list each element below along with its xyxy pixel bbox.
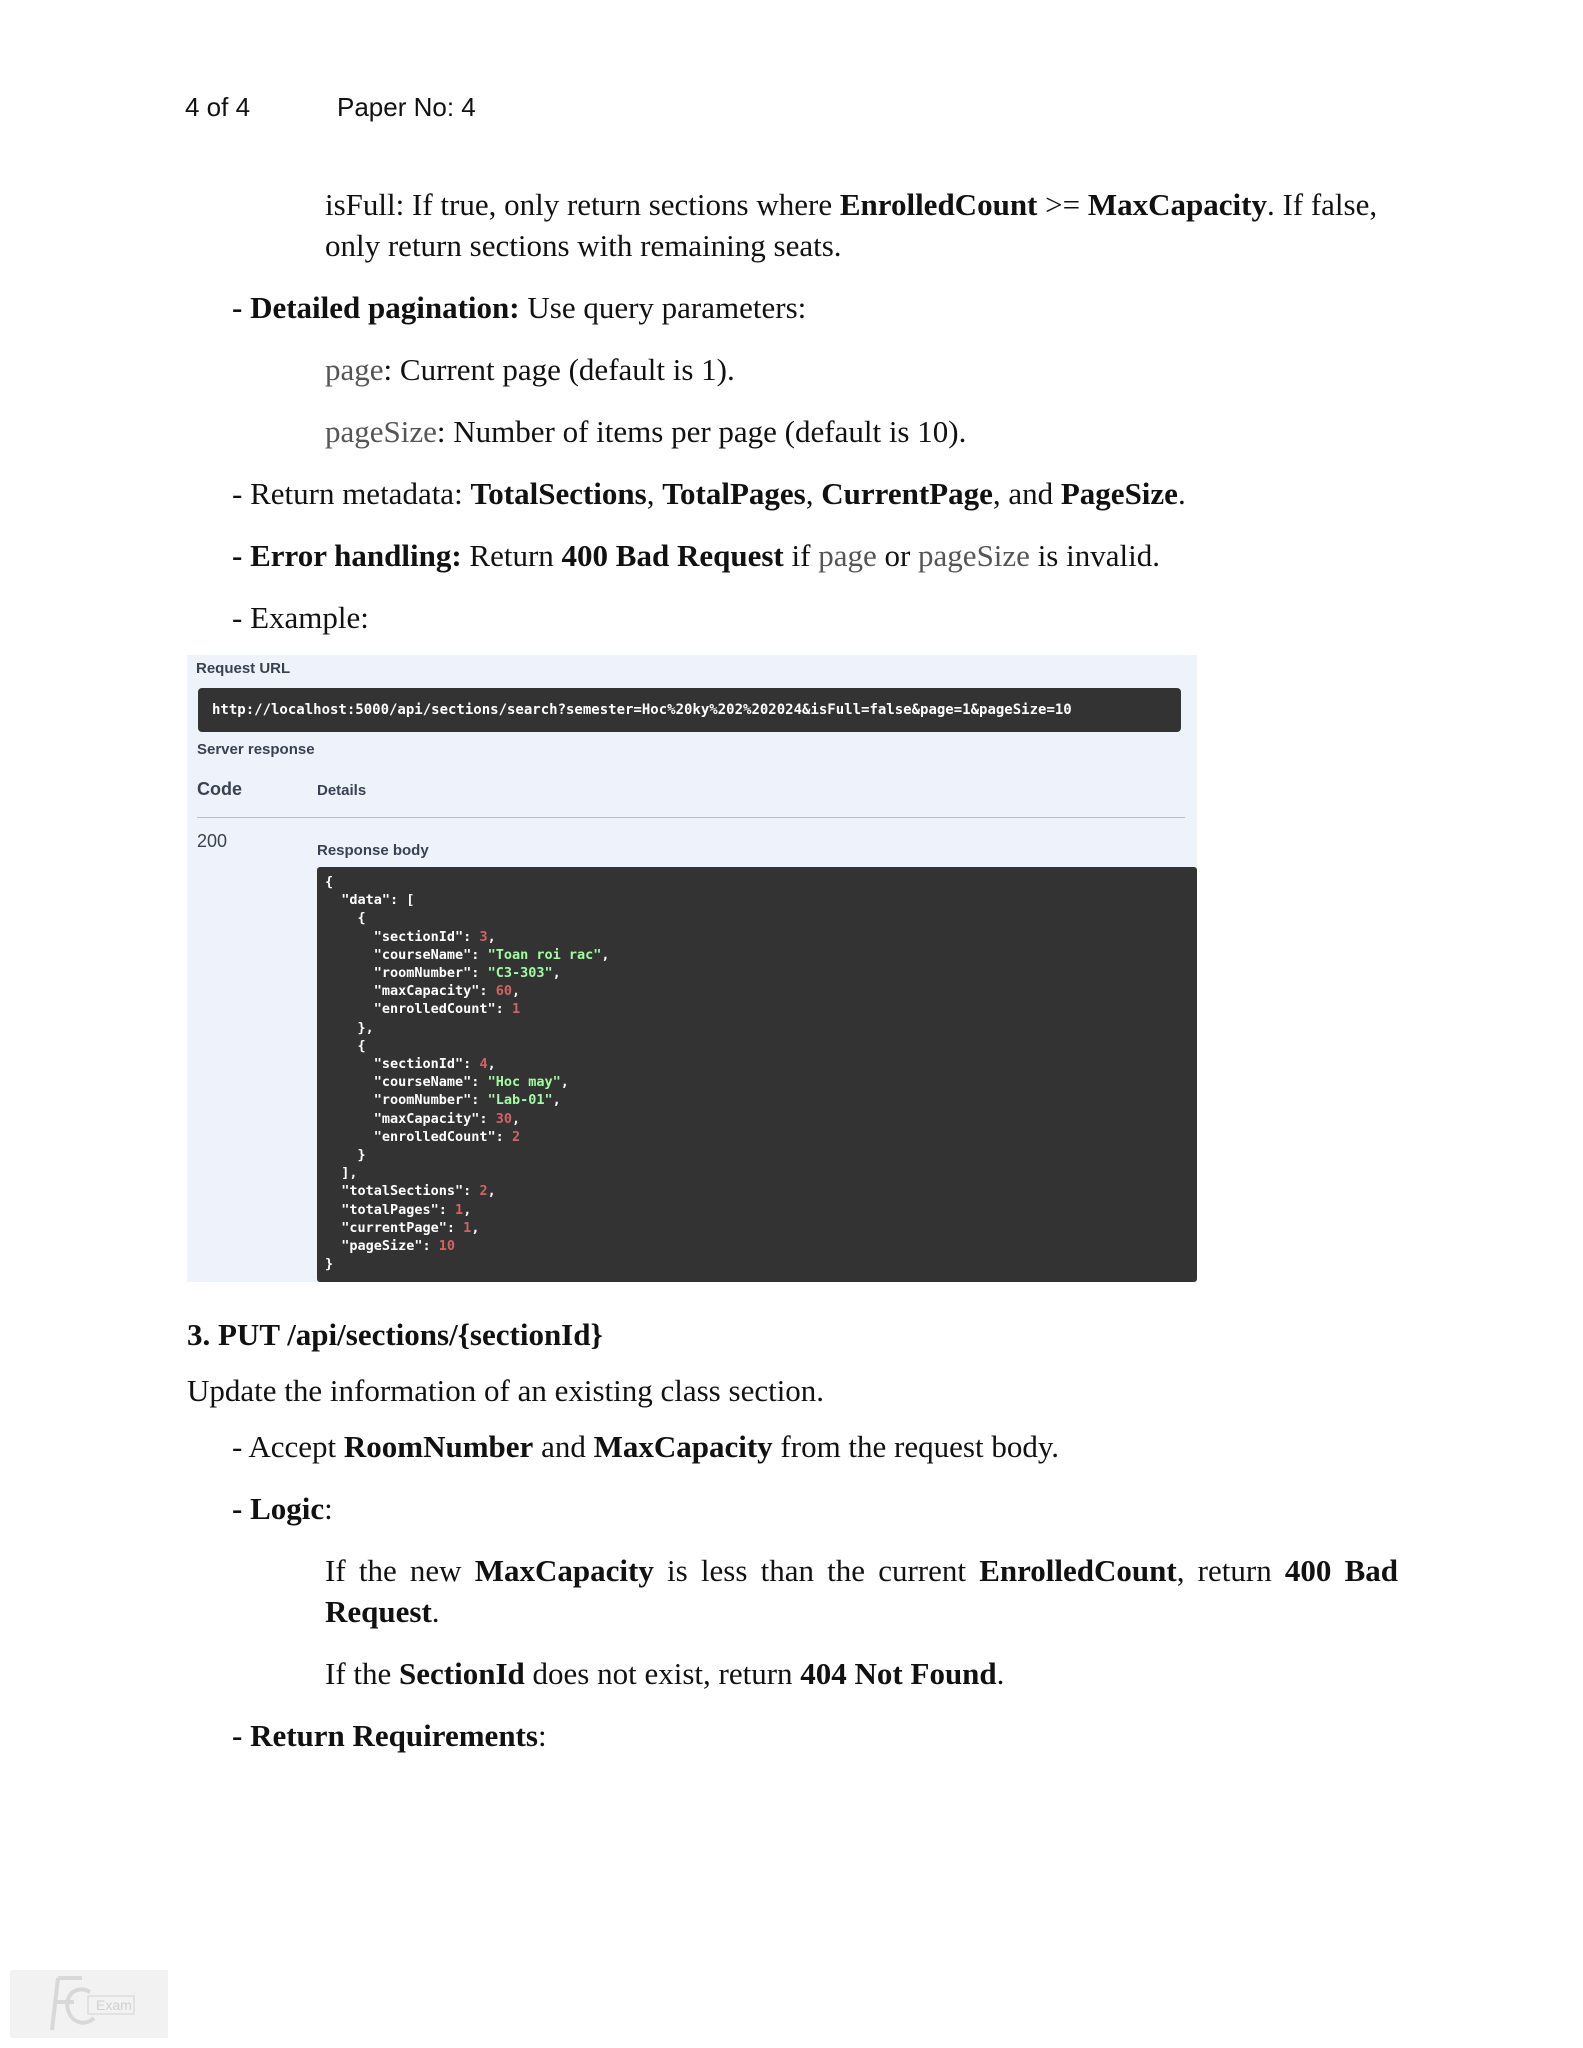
text-run: ,: [646, 476, 663, 511]
section-heading: 3. PUT /api/sections/{sectionId}: [187, 1317, 603, 1352]
pagination-line: [232, 287, 806, 328]
put-description: Update the information of an existing class section.: [187, 1373, 825, 1408]
response-body-label: Response body: [317, 842, 429, 859]
text-run: : Current page (default is 1).: [383, 352, 735, 387]
text-run: or: [876, 538, 919, 573]
param-name: page: [325, 352, 384, 387]
put-heading: [187, 1314, 603, 1355]
bold-term: TotalPages: [662, 476, 806, 511]
json-number: 1: [511, 1001, 521, 1018]
json-number: 1: [455, 1201, 464, 1218]
text-run: ,: [805, 476, 822, 511]
bold-term: - Detailed pagination:: [232, 290, 520, 325]
bold-term: - Error handling:: [232, 538, 462, 573]
request-url-label: Request URL: [196, 660, 291, 677]
text-run: Use query parameters:: [519, 290, 807, 325]
param-name: pageSize: [918, 538, 1030, 573]
text-run: from the request body.: [772, 1429, 1060, 1464]
metadata-line: [232, 473, 1186, 514]
json-number: 1: [463, 1219, 472, 1236]
error-handling-line: [232, 535, 1160, 576]
fe-exam-logo: [10, 1970, 168, 2038]
text-run: .: [431, 1594, 440, 1629]
isfull-line-1: [325, 184, 1377, 225]
text-run: : Number of items per page (default is 10).: [436, 414, 967, 449]
isfull-line-2: only return sections with remaining seats.: [325, 228, 842, 263]
text-run: Return: [461, 538, 562, 573]
bold-term: - Logic: [232, 1491, 325, 1526]
bold-term: MaxCapacity: [593, 1429, 773, 1464]
accept-line: [232, 1426, 1059, 1467]
text-run: - Accept: [232, 1429, 344, 1464]
response-body-code[interactable]: [317, 867, 1197, 1282]
bold-term: MaxCapacity: [474, 1553, 654, 1588]
param-name: page: [818, 538, 877, 573]
json-number: 4: [479, 1056, 488, 1073]
param-name: pageSize: [325, 414, 437, 449]
fe-exam-watermark-logo-icon: [10, 1970, 168, 2038]
json-number: 10: [438, 1238, 456, 1255]
json-number: 2: [511, 1128, 521, 1145]
bold-term: PageSize: [1060, 476, 1178, 511]
logic-label-line: [232, 1488, 333, 1529]
text-run: If the new: [325, 1553, 475, 1588]
bold-term: TotalSections: [470, 476, 647, 511]
text-run: isFull: If true, only return sections where: [325, 187, 840, 222]
text-run: .: [996, 1656, 1005, 1691]
text-run: :: [324, 1491, 333, 1526]
logic-rule-1: [325, 1550, 1398, 1632]
text-run: .: [1177, 476, 1186, 511]
bold-term: 400 Bad Request: [561, 538, 784, 573]
bold-term: 404 Not Found: [800, 1656, 997, 1691]
page-param-line: [325, 349, 735, 390]
json-string: "Lab-01": [487, 1092, 553, 1109]
json-string: "Toan roi rac": [487, 946, 602, 963]
text-run: . If false,: [1266, 187, 1378, 222]
bold-term: MaxCapacity: [1087, 187, 1267, 222]
json-content: { "data": [ { "sectionId": 3, "courseName": "Toan roi rac", "roomNumber": "C3-303", "maxCapacity": 60, "enrolledCount": 1 }, { "sectionId": 4, "courseName": "Hoc may", "roomNumber": "Lab-01", "maxCapacity": 30, "enrolledCount": 2 } ], "totalSections": 2, "totalPages": 1, "currentPage": 1, "pageSize": 10 }: [325, 874, 610, 1273]
bold-term: 400 Bad Request: [325, 1553, 1398, 1629]
text-run: If the: [325, 1656, 400, 1691]
bold-term: RoomNumber: [343, 1429, 534, 1464]
text-run: and: [533, 1429, 594, 1464]
text-run: if: [783, 538, 819, 573]
text-run: does not exist, return: [524, 1656, 801, 1691]
status-code: 200: [197, 831, 228, 851]
json-string: "C3-303": [487, 965, 553, 982]
bold-term: EnrolledCount: [839, 187, 1038, 222]
logic-rule-2: [325, 1653, 1004, 1694]
code-column-header: Code: [197, 779, 242, 799]
text-run: is invalid.: [1029, 538, 1160, 573]
json-string: "Hoc may": [487, 1074, 561, 1091]
page-count: 4 of 4: [185, 92, 251, 122]
page-header: [185, 92, 476, 123]
request-url-box[interactable]: http://localhost:5000/api/sections/search?semester=Hoc%20ky%202%202024&isFull=false&page=1&pageSize=10: [198, 688, 1181, 732]
bold-term: EnrolledCount: [979, 1553, 1177, 1588]
example-label: - Example:: [232, 600, 369, 635]
table-divider: [197, 817, 1185, 818]
details-column-header: Details: [317, 782, 367, 799]
text-run: >=: [1037, 187, 1088, 222]
json-number: 3: [479, 928, 488, 945]
json-number: 2: [479, 1183, 488, 1200]
text-run: :: [537, 1718, 547, 1753]
bold-term: CurrentPage: [821, 476, 993, 511]
server-response-label: Server response: [197, 741, 315, 758]
svg-text:Exam: Exam: [96, 1997, 132, 2013]
bold-term: SectionId: [399, 1656, 525, 1691]
paper-number: Paper No: 4: [337, 92, 476, 122]
text-run: , return: [1176, 1553, 1285, 1588]
json-number: 60: [495, 983, 512, 1000]
text-run: is less than the current: [653, 1553, 980, 1588]
text-run: - Return metadata:: [232, 476, 471, 511]
return-requirements-line: [232, 1715, 547, 1756]
bold-term: - Return Requirements: [232, 1718, 538, 1753]
json-number: 30: [495, 1110, 512, 1127]
pagesize-param-line: [325, 411, 966, 452]
text-run: , and: [992, 476, 1061, 511]
api-response-screenshot: [187, 655, 1197, 1282]
